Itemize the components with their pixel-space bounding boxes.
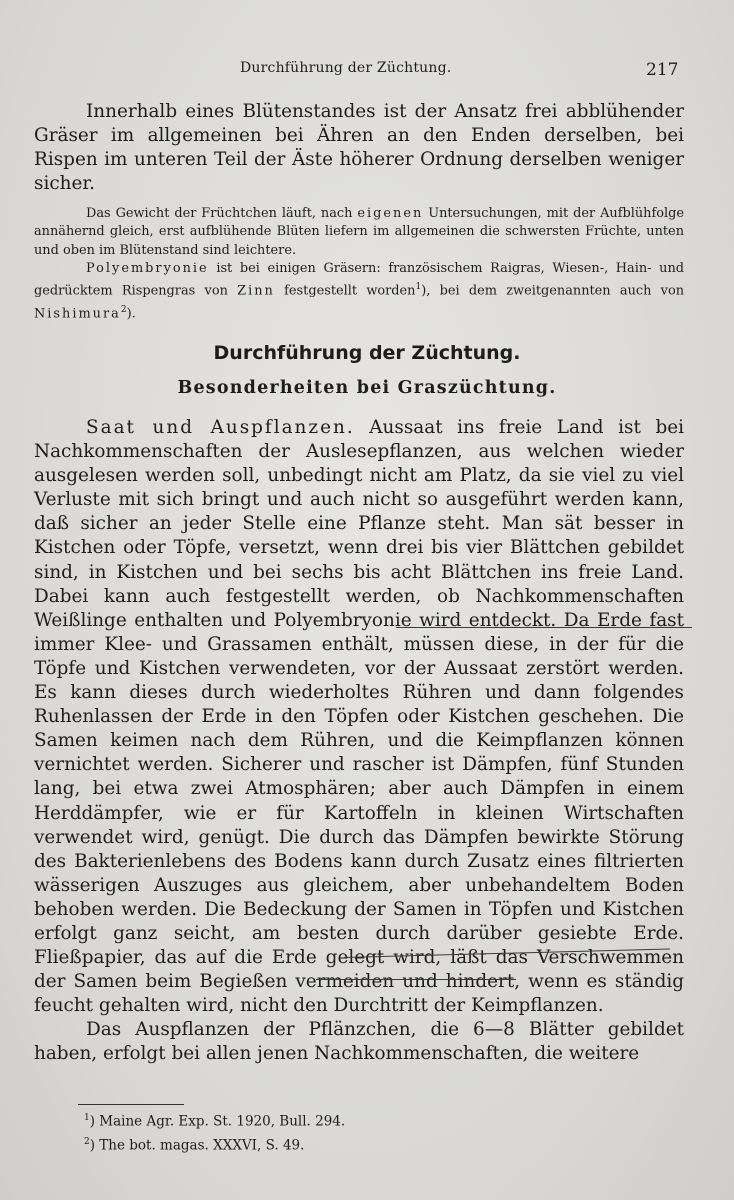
term-polyembryonie: Polyembryonie <box>86 260 209 276</box>
small-text-part: ). <box>126 306 136 322</box>
run-in-heading: Saat und Auspflanzen. <box>86 417 355 438</box>
small-text-part: Das Gewicht der Früchtchen läuft, nach <box>86 206 358 221</box>
footnote-divider <box>78 1104 184 1105</box>
main-paragraph-2: Das Auspflanzen der Pflänzchen, die 6—8 Blätter gebildet haben, erfolgt bei allen jenen Nachkommenschaften, die weitere <box>34 1019 684 1065</box>
author-name: Nishimura <box>34 306 121 322</box>
author-name: Zinn <box>237 283 275 299</box>
footnote-item <box>84 1108 345 1132</box>
intro-block <box>34 100 684 196</box>
footnote-text: ) Maine Agr. Exp. St. 1920, Bull. 294. <box>89 1113 346 1130</box>
small-text-part: Untersuchungen, mit der Aufblühfolge annähernd gleich, erst aufblühende Blüten liefern im allgemeinen die schwersten Früchte, unten und oben im Blütenstand sind leichtere. <box>34 206 684 258</box>
footnote-ref: 1 <box>415 282 422 293</box>
small-text-part: ist bei einigen Gräsern: französischem Raigras, Wiesen-, Hain- und gedrücktem Rispengras von <box>34 260 684 299</box>
emphasized-word: eigenen <box>357 206 424 221</box>
footnote-item <box>84 1132 345 1156</box>
main-text-block <box>34 416 684 1067</box>
small-print-block <box>34 205 684 323</box>
small-text-part: festgestellt worden <box>274 283 416 299</box>
footnote-marker: 2 <box>84 1136 90 1147</box>
subsection-title: Besonderheiten bei Graszüchtung. <box>177 378 557 398</box>
page-number: 217 <box>646 60 679 80</box>
intro-paragraph: Innerhalb eines Blütenstandes ist der Ansatz frei abblühender Gräser im allgemeinen bei Ähren an den Enden derselben, bei Rispen im unteren Teil der Äste höherer Ordnung derselben weniger sicher. <box>34 101 684 195</box>
footnote-ref: 2 <box>120 304 127 315</box>
pencil-underline <box>316 979 516 980</box>
small-paragraph-weight <box>34 205 684 260</box>
section-title: Durchführung der Züchtung. <box>213 342 521 364</box>
running-head: Durchführung der Züchtung. <box>240 60 452 76</box>
main-paragraph-1-text: Aussaat ins freie Land ist bei Nachkommenschaften der Auslesepflanzen, aus welchen wieder ausgelesen werden soll, unbedingt nicht am Platz, da sie viel zu viel Verluste mit sich bringt und auch nicht so ausgeführt werden kann, daß sicher an jeder Stelle eine Pflanze steht. Man sät besser in Kistchen oder Töpfe, versetzt, wenn drei bis vier Blättchen gebildet sind, in Kistchen und bei sechs bis acht Blättchen ins freie Land. Dabei kann auch festgestellt werden, ob Nachkommenschaften Weißlinge enthalten und Polyembryonie wird entdeckt. Da Erde fast immer Klee- und Grassamen enthält, müssen diese, in der für die Töpfe und Kistchen verwendeten, vor der Aussaat zerstört werden. Es kann dieses durch wiederholtes Rühren und dann folgendes Ruhenlassen der Erde in den Töpfen oder Kistchen geschehen. Die Samen keimen nach dem Rühren, und die Keimpflanzen können vernichtet werden. Sicherer und rascher ist Dämpfen, fünf Stunden lang, bei etwa zwei Atmosphären; aber auch Dämpfen in einem Herddämpfer, wie er für Kartoffeln in kleinen Wirtschaften verwendet wird, genügt. Die durch das Dämpfen bewirkte Störung des Bakterienlebens des Bodens kann durch Zusatz eines filtrierten wässerigen Auszuges aus gleichem, aber unbehandeltem Boden behoben werden. Die Bedeckung der Samen in Töpfen und Kistchen erfolgt ganz seicht, am besten durch darüber gesiebte Erde. Fließpapier, das auf die Erde gelegt wird, läßt das Verschwemmen der Samen beim Begießen vermeiden und hindert, wenn es ständig feucht gehalten wird, nicht den Durchtritt der Keimpflanzen. <box>34 417 684 1017</box>
small-text-part: ), bei dem zweitgenannten auch von <box>421 283 685 299</box>
pencil-underline <box>396 627 692 628</box>
small-paragraph-polyembryony <box>34 260 684 323</box>
main-paragraph-1 <box>34 416 684 1018</box>
footnote-text: ) The bot. magas. XXXVI, S. 49. <box>89 1137 305 1153</box>
footnote-marker: 1 <box>84 1113 90 1123</box>
footnotes <box>84 1108 345 1155</box>
